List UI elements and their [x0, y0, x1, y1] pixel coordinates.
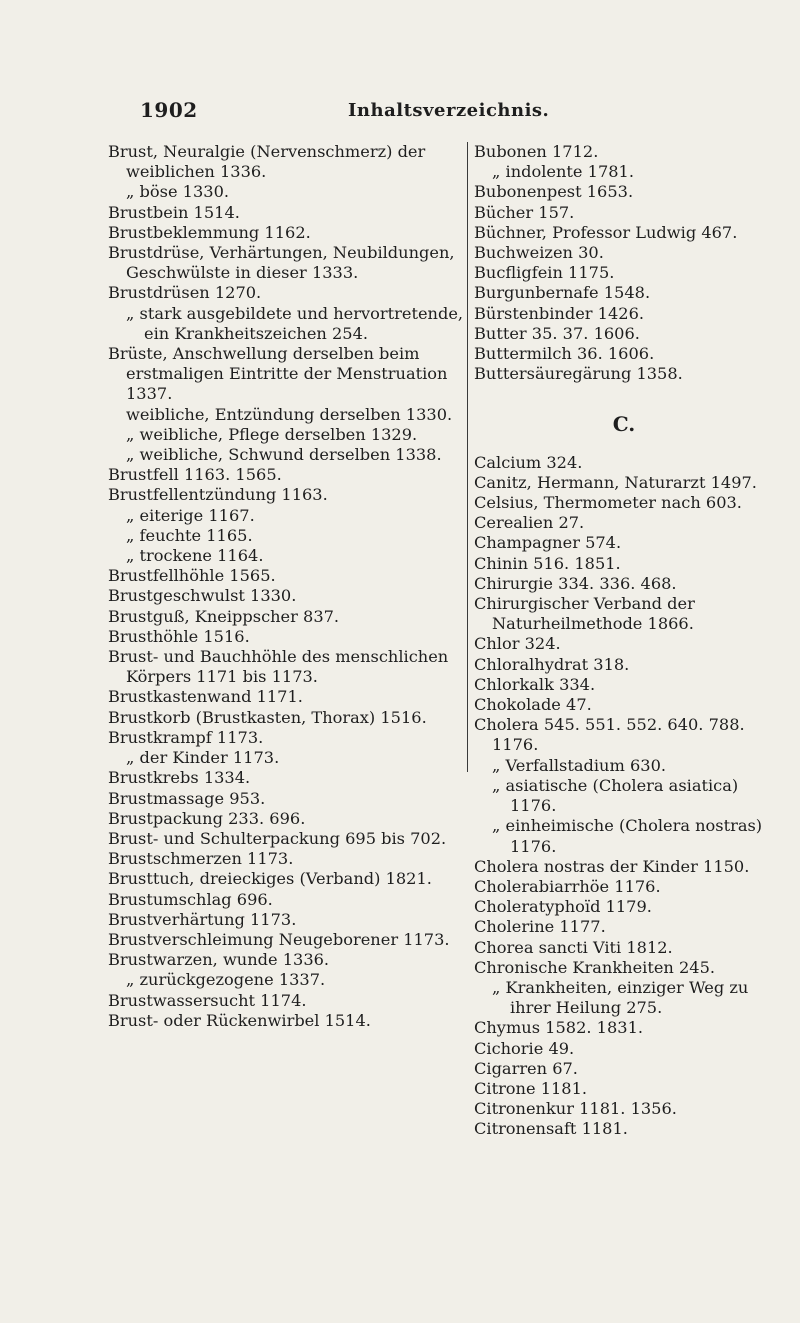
index-entry: Chlorkalk 334. — [474, 674, 596, 694]
index-entry: „ asiatische (Cholera asiatica) 1176. — [492, 775, 739, 816]
index-entry: Brustfellentzündung 1163. — [108, 485, 328, 505]
index-entry: „ Krankheiten, einziger Weg zu ihrer Heilung 275. — [492, 977, 749, 1018]
index-entry: Chronische Krankheiten 245. — [474, 957, 716, 977]
index-entry: Bubonenpest 1653. — [474, 182, 634, 202]
index-entry: „ der Kinder 1173. — [126, 748, 280, 768]
index-entry: Brustbeklemmung 1162. — [108, 222, 311, 242]
index-entry: Brustkrebs 1334. — [108, 768, 251, 788]
index-entry: Bubonen 1712. — [474, 142, 599, 161]
index-entry: Brustkrampf 1173. — [108, 727, 264, 747]
index-entry: Champagner 574. — [474, 533, 622, 553]
index-entry: Bucfligfein 1175. — [474, 263, 615, 283]
index-entry: Brustmassage 953. — [108, 788, 266, 808]
index-entry: Brustwassersucht 1174. — [108, 990, 307, 1010]
index-entry: Brustverschleimung Neugeborener 1173. — [108, 929, 450, 949]
index-entry: Brust- und Bauchhöhle des menschlichen Körpers 1171 bis 1173. — [108, 647, 449, 687]
index-entry: Citronensaft 1181. — [474, 1119, 628, 1139]
index-entry: Brustkorb (Brustkasten, Thorax) 1516. — [108, 707, 427, 727]
index-entry: Brustpackung 233. 696. — [108, 808, 306, 828]
index-entry: „ stark ausgebildete und hervortretende, ein Krankheitszeichen 254. — [126, 303, 464, 343]
index-entry: Citrone 1181. — [474, 1078, 588, 1098]
index-entry: „ einheimische (Cholera nostras) 1176. — [492, 816, 763, 856]
index-entry: Celsius, Thermometer nach 603. — [474, 493, 742, 513]
index-entry: Brustkastenwand 1171. — [108, 687, 303, 707]
index-entry: Brustdrüse, Verhärtungen, Neubildungen, Geschwülste in dieser 1333. — [108, 243, 455, 283]
index-entry: Bürstenbinder 1426. — [474, 303, 645, 323]
index-entry: Brustwarzen, wunde 1336. — [108, 950, 330, 970]
column-divider — [467, 142, 468, 772]
index-entry: „ eiterige 1167. — [126, 505, 255, 525]
index-entry: Butter 35. 37. 1606. — [474, 323, 640, 343]
index-entry: Chloralhydrat 318. — [474, 654, 630, 674]
page-number: 1902 — [140, 98, 198, 122]
index-entry: Brusthöhle 1516. — [108, 626, 250, 646]
index-entry: „ Verfallstadium 630. — [492, 755, 667, 775]
index-entry: Burgunbernafe 1548. — [474, 283, 651, 303]
index-entry: Chorea sancti Viti 1812. — [474, 937, 673, 957]
index-entry: Brust- und Schulterpackung 695 bis 702. — [108, 828, 447, 848]
index-entry: Buttersäuregärung 1358. — [474, 364, 683, 384]
index-entry: Calcium 324. — [474, 452, 583, 472]
index-entry: Buttermilch 36. 1606. — [474, 344, 655, 364]
index-entry: „ weibliche, Pflege derselben 1329. — [126, 424, 418, 444]
index-entry: Bücher 157. — [474, 202, 575, 222]
index-entry: „ indolente 1781. — [492, 162, 634, 182]
index-entry: Brustguß, Kneippscher 837. — [108, 606, 340, 626]
index-entry: Brüste, Anschwellung derselben beim erstmaligen Eintritte der Menstruation 1337. — [108, 344, 448, 404]
index-entry: Cerealien 27. — [474, 513, 585, 533]
index-entry: Cichorie 49. — [474, 1038, 575, 1058]
page-header — [140, 98, 700, 128]
index-entry: Cholera nostras der Kinder 1150. — [474, 856, 750, 876]
index-entry: Cigarren 67. — [474, 1058, 578, 1078]
index-entry: Brustverhärtung 1173. — [108, 909, 297, 929]
index-entry: Brustumschlag 696. — [108, 889, 273, 909]
section-heading: C. — [612, 412, 636, 437]
index-entry: Citronenkur 1181. 1356. — [474, 1099, 677, 1119]
index-entry: Brustschmerzen 1173. — [108, 849, 294, 869]
index-entry: Brustgeschwulst 1330. — [108, 586, 297, 606]
index-entry: Cholerine 1177. — [474, 917, 606, 937]
index-entry: „ zurückgezogene 1337. — [126, 970, 326, 990]
index-entry: Canitz, Hermann, Naturarzt 1497. — [474, 472, 757, 492]
index-entry: Chirurgie 334. 336. 468. — [474, 573, 677, 593]
index-entry: Brustfellhöhle 1565. — [108, 566, 276, 586]
index-entry: Cholera 545. 551. 552. 640. 788. 1176. — [474, 715, 745, 755]
index-entry: Büchner, Professor Ludwig 467. — [474, 222, 738, 242]
index-entry: Brustdrüsen 1270. — [108, 283, 262, 303]
index-entry: Chinin 516. 1851. — [474, 553, 621, 573]
right-column-top — [474, 142, 774, 384]
index-entry: Chlor 324. — [474, 634, 561, 654]
index-entry: Brustfell 1163. 1565. — [108, 465, 282, 485]
left-column — [108, 142, 465, 1031]
index-entry: „ feuchte 1165. — [126, 525, 253, 545]
page-title: Inhaltsverzeichnis. — [348, 100, 550, 121]
index-entry: Chirurgischer Verband der Naturheilmethode 1866. — [474, 594, 695, 634]
index-entry: Brust- oder Rückenwirbel 1514. — [108, 1010, 371, 1030]
index-entry: „ trockene 1164. — [126, 546, 264, 566]
index-entry: „ böse 1330. — [126, 182, 230, 202]
index-entry: „ weibliche, Schwund derselben 1338. — [126, 445, 442, 465]
index-entry: Brust, Neuralgie (Nervenschmerz) der weiblichen 1336. — [108, 142, 426, 182]
index-entry: Brusttuch, dreieckiges (Verband) 1821. — [108, 869, 432, 889]
index-entry: Chokolade 47. — [474, 695, 592, 715]
right-column-bottom — [474, 453, 774, 1140]
index-entry: Brustbein 1514. — [108, 202, 240, 222]
index-entry: Choleratyphoïd 1179. — [474, 897, 652, 917]
index-entry: Cholerabiarrhöe 1176. — [474, 876, 661, 896]
index-entry: Chymus 1582. 1831. — [474, 1018, 644, 1038]
index-entry: weibliche, Entzündung derselben 1330. — [126, 404, 453, 424]
index-entry: Buchweizen 30. — [474, 243, 604, 263]
right-column — [474, 142, 774, 1140]
